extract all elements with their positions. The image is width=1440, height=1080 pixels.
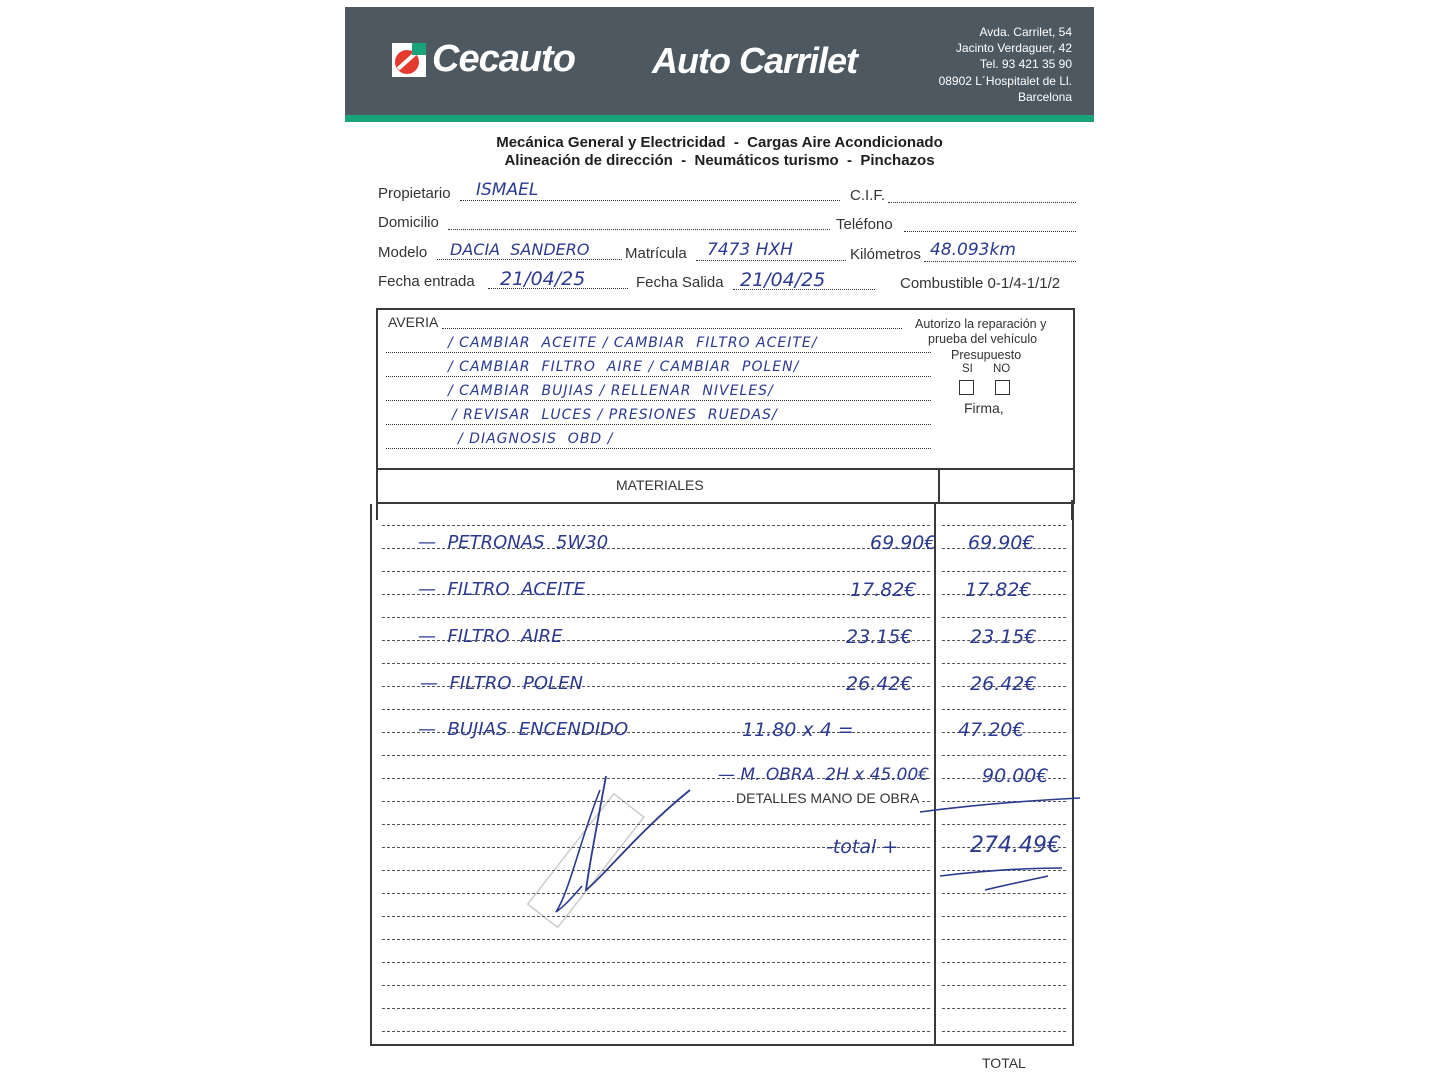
signature-stroke bbox=[586, 776, 690, 890]
address-line: Barcelona bbox=[1017, 89, 1072, 104]
workshop-stamp bbox=[528, 794, 644, 928]
material-price: 17.82€ bbox=[850, 579, 917, 601]
matricula-value[interactable]: 7473 HXH bbox=[707, 240, 793, 260]
fecha-entrada-label: Fecha entrada bbox=[378, 273, 475, 290]
total-value: 274.49€ bbox=[970, 833, 1061, 858]
material-total: 26.42€ bbox=[970, 673, 1037, 695]
propietario-label: Propietario bbox=[378, 185, 451, 202]
averia-label: AVERIA bbox=[388, 314, 439, 330]
cif-label: C.I.F. bbox=[850, 187, 886, 204]
material-total: 17.82€ bbox=[965, 579, 1032, 601]
labour-desc: — M. OBRA 2H x 45.00€ bbox=[718, 765, 930, 785]
labour-total: 90.00€ bbox=[982, 765, 1049, 787]
matricula-label: Matrícula bbox=[625, 245, 687, 262]
material-total: 47.20€ bbox=[958, 719, 1025, 741]
total-underline-stroke bbox=[920, 798, 1080, 812]
telefono-label: Teléfono bbox=[836, 216, 893, 233]
address-line: 08902 L´Hospitalet de Ll. bbox=[938, 73, 1072, 88]
modelo-value[interactable]: DACIA SANDERO bbox=[450, 240, 590, 259]
averia-line: / DIAGNOSIS OBD / bbox=[458, 431, 614, 447]
propietario-value[interactable]: ISMAEL bbox=[476, 180, 539, 200]
material-total: 69.90€ bbox=[968, 532, 1035, 554]
material-price: 69.90€ bbox=[870, 532, 937, 554]
total-handwritten: -total + bbox=[826, 836, 899, 858]
services-line-1: Mecánica General y Electricidad - Cargas Aire Acondicionado bbox=[496, 134, 943, 151]
material-price: 23.15€ bbox=[846, 626, 913, 648]
fecha-salida-value[interactable]: 21/04/25 bbox=[740, 269, 826, 291]
averia-line: / REVISAR LUCES / PRESIONES RUEDAS/ bbox=[452, 407, 778, 423]
material-desc: — BUJIAS ENCENDIDO bbox=[418, 719, 629, 740]
presupuesto-label: Presupuesto bbox=[951, 348, 1022, 362]
kilometros-value[interactable]: 48.093km bbox=[930, 240, 1016, 260]
no-label: NO bbox=[993, 363, 1011, 375]
averia-line: / CAMBIAR ACEITE / CAMBIAR FILTRO ACEITE/ bbox=[448, 335, 818, 351]
authorization-text: prueba del vehículo bbox=[928, 332, 1038, 346]
brand-primary: Cecauto bbox=[432, 38, 575, 80]
material-desc: — FILTRO AIRE bbox=[418, 626, 563, 647]
material-total: 23.15€ bbox=[970, 626, 1037, 648]
material-desc: — FILTRO ACEITE bbox=[418, 579, 585, 600]
brand-secondary: Auto Carrilet bbox=[652, 40, 858, 81]
total-underline-stroke bbox=[985, 876, 1048, 890]
averia-line: / CAMBIAR FILTRO AIRE / CAMBIAR POLEN/ bbox=[448, 359, 800, 375]
address-line: Tel. 93 421 35 90 bbox=[979, 57, 1072, 72]
total-label: TOTAL bbox=[982, 1055, 1026, 1071]
modelo-label: Modelo bbox=[378, 244, 428, 261]
material-price: 26.42€ bbox=[846, 673, 913, 695]
authorization-text: Autorizo la reparación y bbox=[915, 317, 1047, 331]
fecha-entrada-value[interactable]: 21/04/25 bbox=[500, 268, 586, 290]
material-desc: — PETRONAS 5W30 bbox=[418, 532, 609, 553]
services-line-2: Alineación de dirección - Neumáticos turismo - Pinchazos bbox=[504, 152, 935, 169]
averia-line: / CAMBIAR BUJIAS / RELLENAR NIVELES/ bbox=[448, 383, 774, 399]
total-underline-stroke bbox=[940, 868, 1062, 876]
materiales-header: MATERIALES bbox=[616, 477, 704, 493]
si-label: SI bbox=[962, 363, 973, 375]
firma-label: Firma, bbox=[964, 400, 1004, 416]
kilometros-label: Kilómetros bbox=[850, 246, 921, 263]
combustible-label: Combustible 0-1/4-1/1/2 bbox=[900, 275, 1061, 292]
material-price: 11.80 x 4 = bbox=[742, 719, 854, 741]
material-desc: — FILTRO POLEN bbox=[420, 673, 583, 694]
fecha-salida-label: Fecha Salida bbox=[636, 274, 724, 291]
signature-stroke bbox=[556, 790, 600, 912]
domicilio-label: Domicilio bbox=[378, 214, 439, 231]
address-line: Avda. Carrilet, 54 bbox=[979, 25, 1072, 39]
labour-label: DETALLES MANO DE OBRA bbox=[736, 790, 920, 806]
address-line: Jacinto Verdaguer, 42 bbox=[955, 41, 1072, 56]
